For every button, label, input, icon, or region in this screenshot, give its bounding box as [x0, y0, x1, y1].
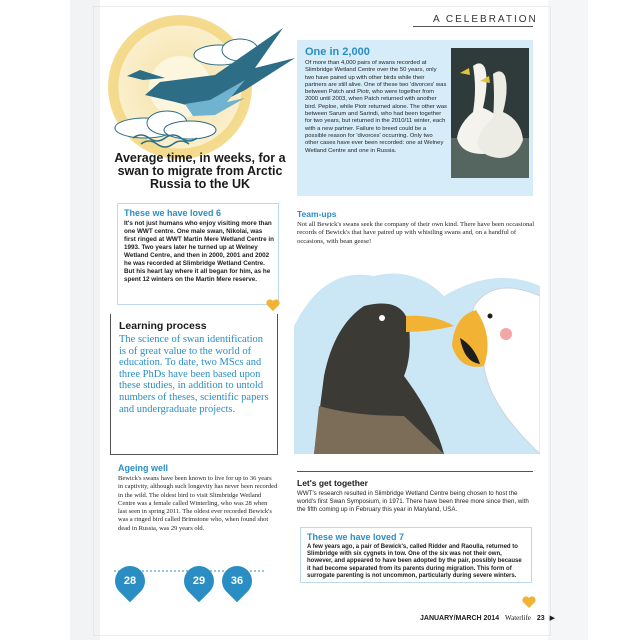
left-grunge-texture — [70, 0, 100, 640]
age-pin-label: 28 — [123, 575, 137, 587]
header-rule — [413, 26, 533, 27]
learning-body: The science of swan identification is of great value to the world of education. To date, two MScs and three PhDs have been based upon these studies, in addition to untold numbers of theses, scientific papers and undergraduate projects. — [119, 334, 269, 415]
right-grunge-texture — [548, 0, 588, 640]
footer-magazine: Waterlife — [505, 614, 531, 622]
migration-caption: Average time, in weeks, for a swan to migrate from Arctic Russia to the UK — [114, 151, 286, 191]
footer-page-number: 23 — [536, 615, 545, 622]
page-footer — [420, 614, 555, 622]
teamups-title: Team-ups — [297, 209, 337, 219]
loved7-box — [300, 527, 532, 583]
get-together-title: Let's get together — [297, 478, 368, 488]
loved6-title: These we have loved 6 — [124, 208, 222, 218]
heart-icon — [522, 596, 536, 609]
section-label: A CELEBRATION — [433, 14, 538, 25]
learning-title: Learning process — [119, 320, 207, 332]
get-together-body: WWT's research resulted in Slimbridge Wetland Centre being chosen to host the world's first Swan Symposium, in 1971. There have been three more since then, with the fifth coming up in February this year in Maryland, USA. — [297, 490, 529, 513]
teamups-body: Not all Bewick's swans seek the company of their own kind. There have been occasional records of Bewick's that have paired up with whistling swans and, on a handful of occasions, with bean geese! — [297, 221, 535, 245]
migrating-geese-illustration — [105, 20, 305, 150]
age-pin-label: 36 — [230, 575, 244, 587]
next-page-arrow-icon: ▶ — [549, 615, 556, 622]
one-in-2000-body: Of more than 4,000 pairs of swans recorded at Slimbridge Wetland Centre over the 50 years, only two have paired up with other birds while their partners are still alive. One of these two 'divorces' was between Patch and Piotr, who were together from 2000 until 2003, when Patch returned with another bird. Peploe, while Piotr returned alone. The other was between Sarum and Sarindi, who had been together for two years, but returned in the 2010/11 winter, each with a new partner. Failure to breed could be a possible reason for 'divorces' occurring. Only two other cases have ever been recorded: one at Welney Wetland Centre and one in Russia. — [305, 60, 448, 154]
age-pin-label: 29 — [192, 575, 206, 587]
loved6-box — [117, 203, 279, 305]
learning-box — [110, 314, 278, 455]
loved7-title: These we have loved 7 — [307, 532, 405, 542]
get-together-box — [297, 471, 533, 513]
loved7-body: A few years ago, a pair of Bewick's, called Ridder and Raoulla, returned to Slimbridge with six cygnets in tow. One of the six was not their own, however, and appeared to have been adopted by the pair, possibly because it had become separated from its parents during migration. This form of surrogate parenting is not uncommon, particularly during severe winters. — [307, 544, 522, 579]
ageing-body: Bewick's swans have been known to live for up to 36 years in captivity, although such longevity has never been recorded in the wild. The oldest bird to visit Slimbridge Wetland Centre was a female called Winterling, who was 28 when last seen in spring 2011. The oldest ever recorded Bewick's was a ringed bird called Brimstone who, when found shot dead in Russia, was 29 years old. — [118, 475, 278, 532]
one-in-2000-title: One in 2,000 — [305, 46, 370, 58]
ageing-title: Ageing well — [118, 463, 169, 473]
goose-swan-illustration — [294, 266, 540, 454]
swans-photo — [451, 48, 529, 178]
heart-icon — [266, 299, 280, 312]
one-in-2000-box — [297, 40, 533, 196]
loved6-body: It's not just humans who enjoy visiting more than one WWT centre. One male swan, Nikolai, was first ringed at WWT Martin Mere Wetland Centre in 1993. Two years later he turned up at Welney Wetland Centre, and then in 2000, 2001 and 2002 he was recorded at Slimbridge Wetland Centre. But his heart lay where it all began for him, as he spent 12 winters on the Martin Mere reserve. — [124, 220, 274, 283]
footer-issue: JANUARY/MARCH 2014 — [420, 615, 500, 622]
